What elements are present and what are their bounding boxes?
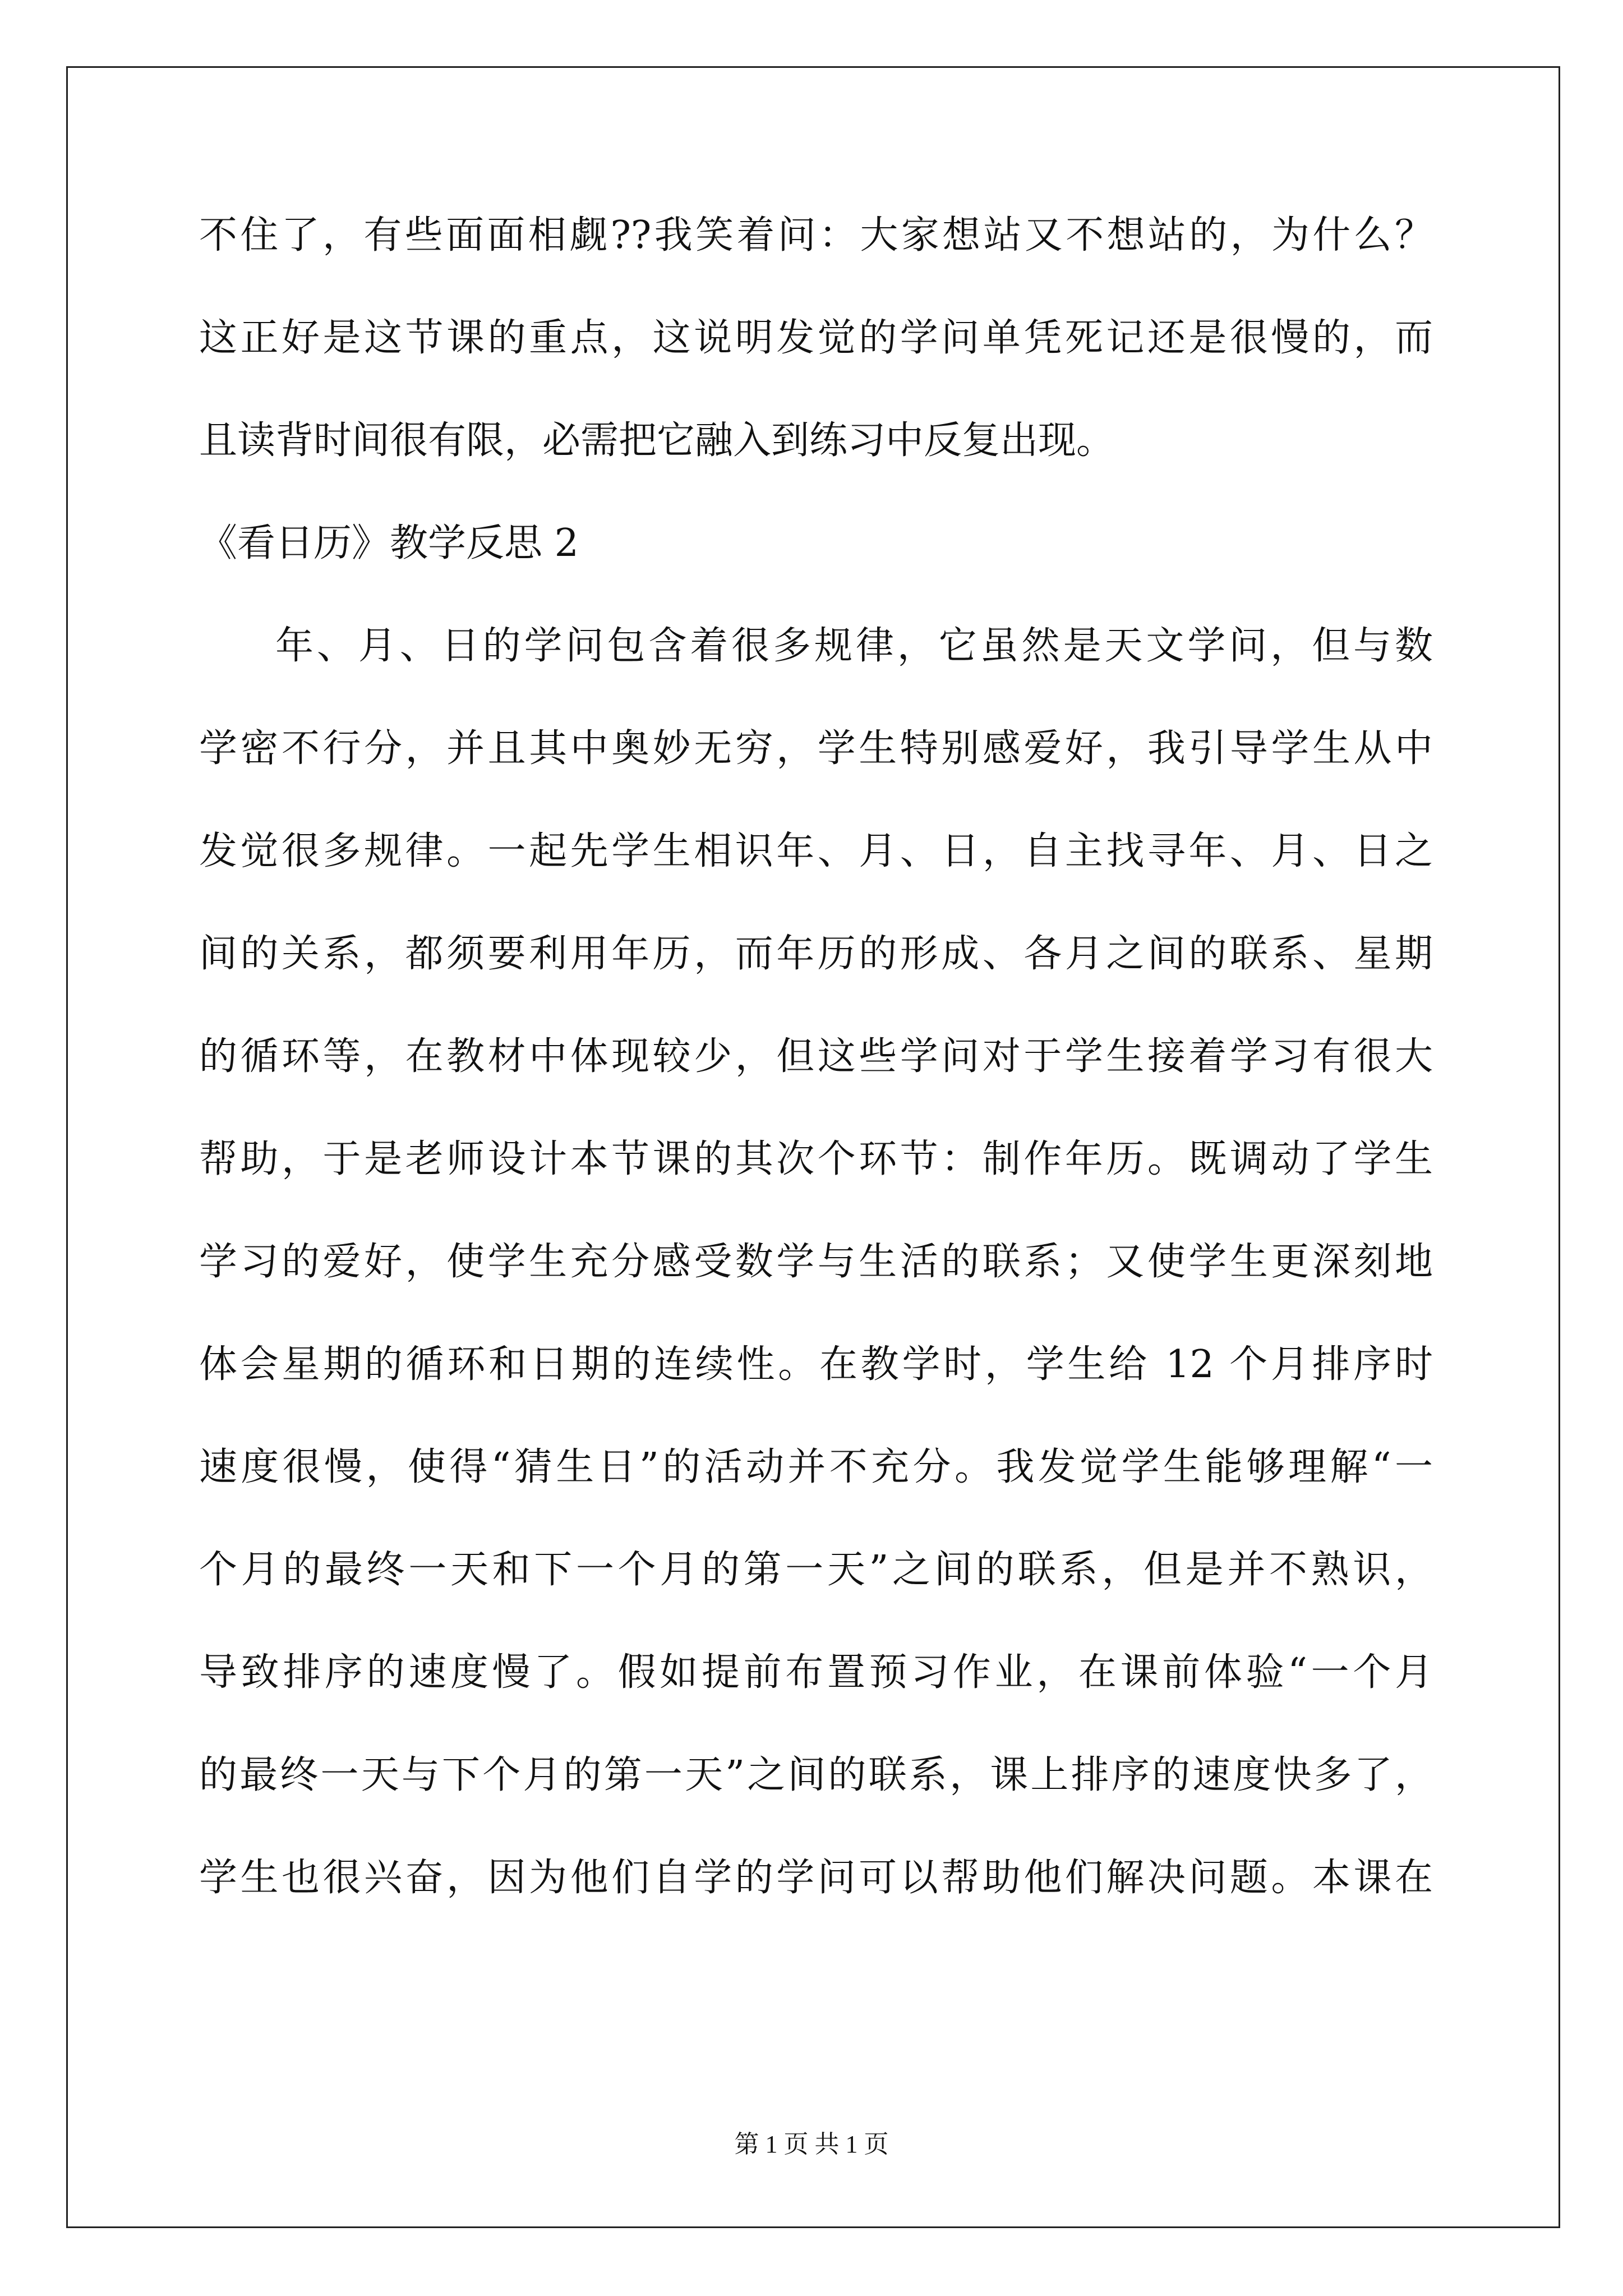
text-line: 且读背时间很有限，必需把它融入到练习中反复出现。 (199, 418, 1115, 463)
paragraph-line: 发觉很多规律。一起先学生相识年、月、日，自主找寻年、月、日之 (199, 829, 1433, 873)
paragraph-line: 学习的爱好，使学生充分感受数学与生活的联系；又使学生更深刻地 (199, 1240, 1433, 1284)
paragraph-line: 导致排序的速度慢了。假如提前布置预习作业，在课前体验“一个月 (199, 1650, 1433, 1695)
document-body (199, 199, 1433, 1944)
section-heading: 《看日历》教学反思 2 (199, 521, 579, 565)
paragraph-line: 的循环等，在教材中体现较少，但这些学问对于学生接着学习有很大 (199, 1034, 1433, 1079)
paragraph-line: 的最终一天与下个月的第一天”之间的联系，课上排序的速度快多了， (199, 1753, 1433, 1797)
page-footer: 第 1 页 共 1 页 (734, 2131, 889, 2158)
paragraph-line: 年、月、日的学问包含着很多规律，它虽然是天文学问，但与数 (275, 624, 1433, 668)
paragraph-line: 体会星期的循环和日期的连续性。在教学时，学生给 12 个月排序时 (199, 1342, 1433, 1387)
paragraph-line: 学密不行分，并且其中奥妙无穷，学生特别感爱好，我引导学生从中 (199, 726, 1433, 771)
text-line: 这正好是这节课的重点，这说明发觉的学问单凭死记还是很慢的，而 (199, 316, 1433, 360)
paragraph-line: 个月的最终一天和下一个月的第一天”之间的联系，但是并不熟识， (199, 1548, 1433, 1592)
paragraph-line: 帮助，于是老师设计本节课的其次个环节：制作年历。既调动了学生 (199, 1137, 1433, 1181)
text-line: 不住了，有些面面相觑??我笑着问：大家想站又不想站的，为什么？ (199, 213, 1433, 257)
paragraph-line: 间的关系，都须要利用年历，而年历的形成、各月之间的联系、星期 (199, 932, 1433, 976)
paragraph-line: 速度很慢，使得“猜生日”的活动并不充分。我发觉学生能够理解“一 (199, 1445, 1433, 1489)
paragraph-line: 学生也很兴奋，因为他们自学的学问可以帮助他们解决问题。本课在 (199, 1856, 1433, 1900)
